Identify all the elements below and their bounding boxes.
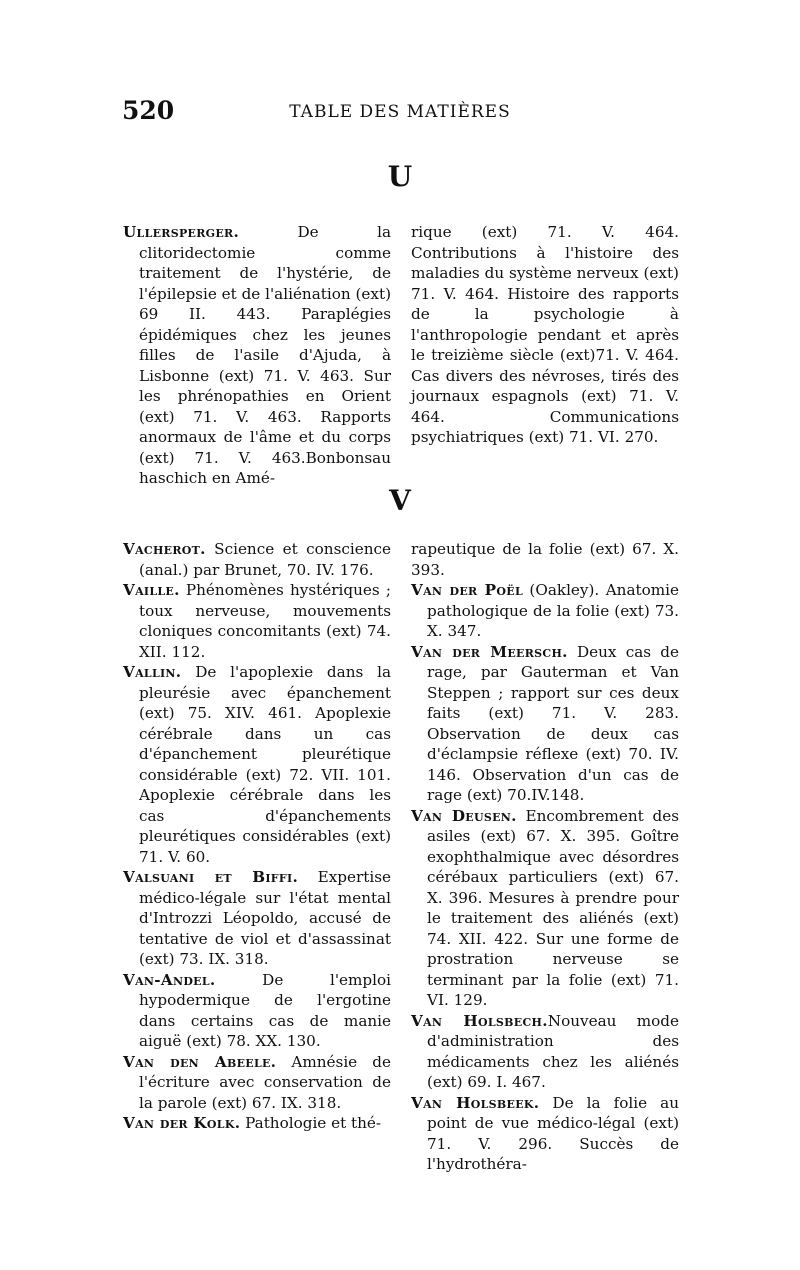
section-v-right-column xyxy=(411,539,679,1175)
entry-text: De l'apoplexie dans la pleurésie avec épanchement (ext) 75. XIV. 461. Apoplexie cérébrale dans un cas d'épanchement pleurétique considérable (ext) 72. VII. 101. Apoplexie cérébrale dans les cas d'épanchements pleurétiques considérables (ext) 71. V. 60. xyxy=(139,663,391,866)
section-letter-v: V xyxy=(389,484,411,517)
author-name: Van den Abeele. xyxy=(123,1052,277,1071)
entry-continuation: rapeutique de la folie (ext) 67. X. 393. xyxy=(411,540,679,579)
entry-text: Encombrement des asiles (ext) 67. X. 395. Goître exophthalmique avec désordres cérébaux particuliers (ext) 67. X. 396. Mesures à prendre pour le traitement des aliénés (ext) 74. XII. 422. Sur une forme de prostration nerveuse se terminant par la folie (ext) 71. VI. 129. xyxy=(427,806,679,1009)
author-name: Van der Meersch. xyxy=(411,642,568,661)
entry-text: Deux cas de rage, par Gauterman et Van Steppen ; rapport sur ces deux faits (ext) 71. V. 283. Observation de deux cas d'éclampsie réflexe (ext) 70. IV. 146. Observation d'un cas de rage (ext) 70.IV.148. xyxy=(427,642,680,804)
running-title: TABLE DES MATIÈRES xyxy=(289,102,511,122)
index-entry xyxy=(123,662,391,867)
index-entry xyxy=(123,867,391,970)
author-name: Ullersperger. xyxy=(123,223,240,241)
index-entry xyxy=(411,580,679,642)
index-entry xyxy=(411,642,679,806)
index-entry xyxy=(411,1093,679,1175)
entry-continuation: rique (ext) 71. V. 464. Contributions à l'histoire des maladies du système nerveux (ext) 71. V. 464. Histoire des rapports de la psychologie à l'anthropologie pendant et après le treizième siècle (ext)71. V. 464. Cas divers des névroses, tirés des journaux espagnols (ext) 71. V. 464. Communications psychiatriques (ext) 71. VI. 270. xyxy=(411,223,679,446)
entry-text: Pathologie et thé- xyxy=(240,1114,382,1132)
entry-text: Amnésie de l'écriture avec conservation de la parole (ext) 67. IX. 318. xyxy=(139,1052,391,1112)
author-name: Van Holsbeek. xyxy=(411,1093,540,1112)
entry-text: Expertise médico-légale sur l'état mental d'Introzzi Léopoldo, accusé de tentative de viol et d'assassinat (ext) 73. IX. 318. xyxy=(139,868,391,968)
index-entry xyxy=(411,1011,679,1093)
author-name: Van Deusen. xyxy=(411,806,517,825)
index-entry xyxy=(123,1113,391,1134)
author-name: Van-Andel. xyxy=(123,970,216,989)
page-number: 520 xyxy=(122,96,175,125)
index-entry xyxy=(123,539,391,580)
entry-text: De la clitoridectomie comme traitement de l'hystérie, de l'épilepsie et de l'aliénation (ext) 69 II. 443. Paraplégies épidémiques chez les jeunes filles de l'asile d'Ajuda, à Lisbonne (ext) 71. V. 463. Sur les phrénopathies en Orient (ext) 71. V. 463. Rapports anormaux de l'âme et du corps (ext) 71. V. 463.Bonbonsau haschich en Amé- xyxy=(139,223,391,487)
entry-text: De l'emploi hypodermique de l'ergotine dans certains cas de manie aiguë (ext) 78. XX. 130. xyxy=(139,970,391,1050)
page-header xyxy=(0,96,800,126)
entry-text: Phénomènes hystériques ; toux nerveuse, mouvements cloniques concomitants (ext) 74. XII. 112. xyxy=(139,581,391,661)
index-entry xyxy=(411,806,679,1011)
index-entry xyxy=(123,580,391,662)
author-name: Vaille. xyxy=(123,581,180,599)
index-entry xyxy=(123,222,391,489)
section-u-right-column xyxy=(411,222,679,448)
entry-text: Science et conscience (anal.) par Brunet, 70. IV. 176. xyxy=(139,540,391,579)
author-name: Van Holsbech. xyxy=(411,1011,548,1030)
entry-text: De la folie au point de vue médico-légal (ext) 71. V. 296. Succès de l'hydrothéra- xyxy=(427,1093,679,1173)
section-u-left-column xyxy=(123,222,391,489)
author-name: Van der Poël xyxy=(411,581,523,599)
author-name: Vallin. xyxy=(123,663,182,681)
index-entry xyxy=(123,1052,391,1114)
author-name: Van der Kolk. xyxy=(123,1114,241,1132)
entry-text: (Oakley). Anatomie pathologique de la folie (ext) 73. X. 347. xyxy=(427,581,679,640)
section-v-left-column xyxy=(123,539,391,1134)
index-entry xyxy=(123,970,391,1052)
section-letter-u: U xyxy=(387,160,413,193)
author-name: Valsuani et Biffi. xyxy=(123,868,299,886)
author-name: Vacherot. xyxy=(123,540,206,558)
entry-text: Nouveau mode d'administration des médicaments chez les aliénés (ext) 69. I. 467. xyxy=(427,1011,679,1091)
